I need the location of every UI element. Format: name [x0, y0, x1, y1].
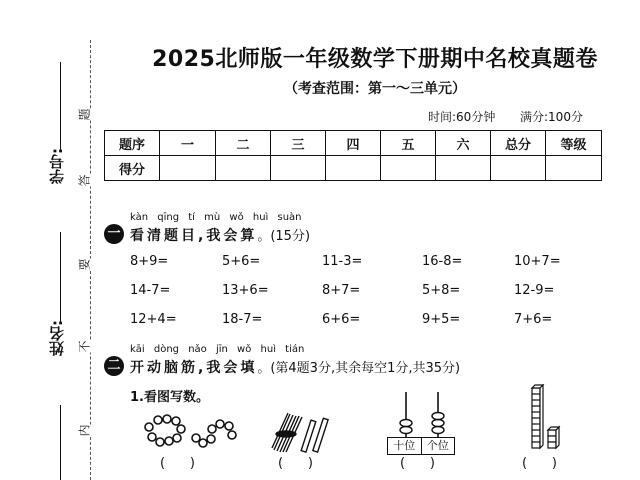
- question-1-prompt: 1.看图写数。: [130, 390, 209, 405]
- row-label-score: 得分: [105, 156, 160, 181]
- equation: 10+7=: [514, 254, 561, 269]
- stick-bundle-picture: [268, 408, 334, 454]
- score-cell[interactable]: [326, 156, 381, 181]
- col-total: 总分: [491, 131, 546, 156]
- equation: 18-7=: [222, 312, 263, 327]
- answer-blank-3[interactable]: ( ): [400, 456, 435, 471]
- equation: 9+5=: [422, 312, 461, 327]
- equation: 13+6=: [222, 283, 269, 298]
- equation: 16-8=: [422, 254, 463, 269]
- equation: 11-3=: [322, 254, 363, 269]
- col-grade: 等级: [546, 131, 602, 156]
- section-1-heading: [104, 212, 504, 248]
- equation: 5+8=: [422, 283, 461, 298]
- score-table: [104, 130, 602, 181]
- equation: 5+6=: [222, 254, 261, 269]
- score-cell[interactable]: [271, 156, 326, 181]
- seal-char-2: 答: [77, 174, 92, 187]
- score-cell[interactable]: [546, 156, 602, 181]
- section-1-title-text: 看清题目,我会算: [130, 228, 258, 244]
- equation: 14-7=: [130, 283, 171, 298]
- col-2: 二: [216, 131, 271, 156]
- score-cell[interactable]: [381, 156, 436, 181]
- equation: 12+4=: [130, 312, 177, 327]
- section-1-pinyin: kàn qīng tí mù wǒ huì suàn: [130, 212, 302, 223]
- col-5: 五: [381, 131, 436, 156]
- cube-tower-picture: [522, 384, 568, 450]
- section-2-pinyin: kāi dòng nǎo jīn wǒ huì tián: [130, 344, 305, 355]
- full-score: 满分:100分: [520, 110, 583, 124]
- col-3: 三: [271, 131, 326, 156]
- equation: 6+6=: [322, 312, 361, 327]
- answer-blank-4[interactable]: ( ): [522, 456, 557, 471]
- time-limit: 时间:60分钟: [428, 110, 496, 124]
- equation: 8+7=: [322, 283, 361, 298]
- section-2-note: 。(第4题3分,其余每空1分,共35分): [257, 361, 461, 376]
- equation: 7+6=: [514, 312, 553, 327]
- answer-blank-1[interactable]: ( ): [160, 456, 195, 471]
- name-blank-line: [60, 232, 61, 324]
- col-6: 六: [436, 131, 491, 156]
- exam-subtitle: （考查范围：第一～三单元）: [284, 81, 466, 97]
- section-2-number: 二: [104, 356, 124, 376]
- section-2-title: [130, 357, 460, 377]
- score-cell[interactable]: [436, 156, 491, 181]
- section-2-heading: [104, 344, 604, 380]
- answer-blank-2[interactable]: ( ): [278, 456, 313, 471]
- ones-label: 个位: [421, 438, 455, 454]
- score-table-header-row: [105, 131, 602, 156]
- student-id-label: 学号:: [48, 148, 66, 184]
- student-id-blank-line: [60, 62, 61, 152]
- bead-strings-picture: [140, 414, 240, 448]
- seal-char-4: 不: [77, 340, 92, 353]
- counting-frame-picture: [390, 390, 454, 438]
- exam-title: 2025北师版一年级数学下册期中名校真题卷: [152, 47, 598, 72]
- score-table-score-row: [105, 156, 602, 181]
- section-1-note: 。(15分): [257, 229, 311, 244]
- seal-char-5: 内: [77, 424, 92, 437]
- col-1: 一: [160, 131, 216, 156]
- seal-char-1: 题: [77, 108, 92, 121]
- extra-blank-line: [60, 405, 61, 480]
- section-2-title-text: 开动脑筋,我会填: [130, 360, 258, 376]
- score-cell[interactable]: [160, 156, 216, 181]
- equation: 8+9=: [130, 254, 169, 269]
- equation: 12-9=: [514, 283, 555, 298]
- score-cell[interactable]: [491, 156, 546, 181]
- section-1-number: 一: [104, 224, 124, 244]
- row-label-question: 题序: [105, 131, 160, 156]
- tens-label: 十位: [393, 439, 416, 452]
- name-label: 姓名:: [48, 320, 66, 356]
- place-value-labels: [387, 437, 455, 455]
- score-cell[interactable]: [216, 156, 271, 181]
- col-4: 四: [326, 131, 381, 156]
- seal-char-3: 要: [77, 258, 92, 271]
- section-1-title: [130, 225, 310, 245]
